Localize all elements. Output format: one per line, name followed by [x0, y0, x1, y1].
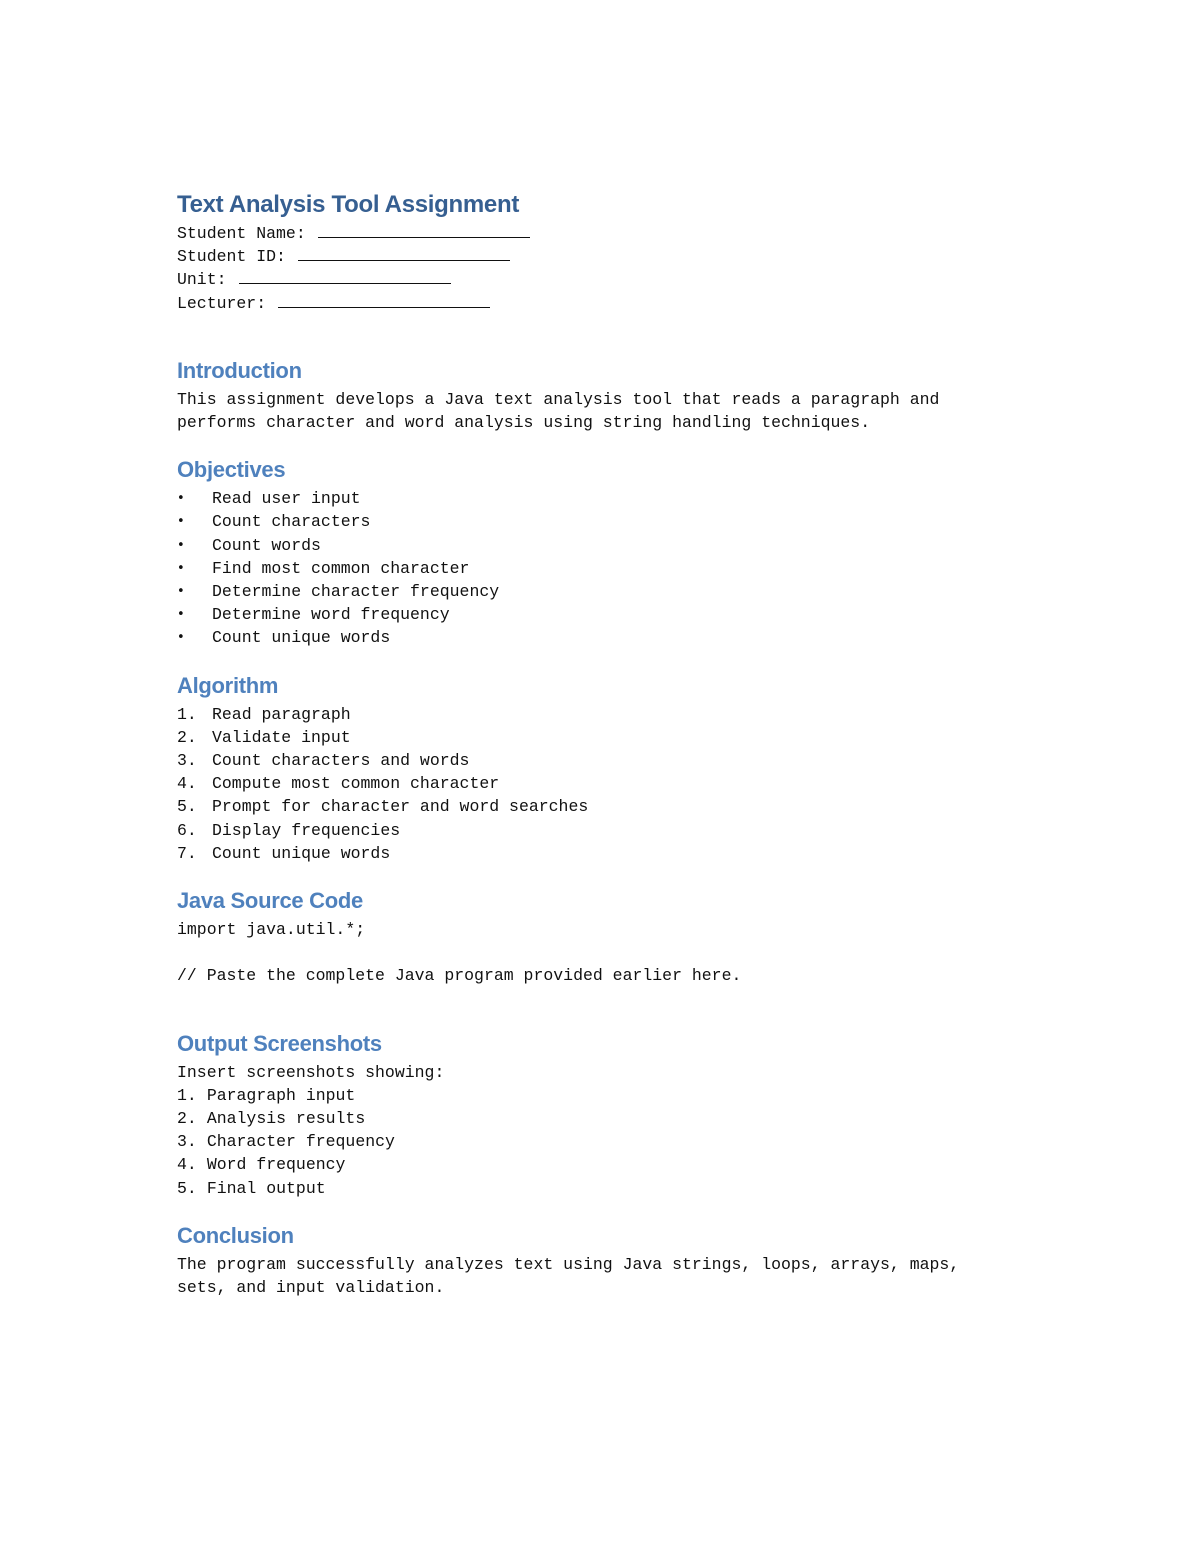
source-code-block: [177, 918, 1037, 988]
list-number: 7.: [177, 843, 197, 863]
list-item: [177, 603, 1037, 626]
list-item: [177, 510, 1037, 533]
list-item: [177, 534, 1037, 557]
student-info-fields: [177, 222, 1037, 315]
list-item-text: Analysis results: [206, 1109, 366, 1129]
blank-line: [278, 293, 490, 308]
blank-line: [239, 269, 451, 284]
list-item: [177, 1177, 1037, 1200]
code-import-line: import java.util.*;: [177, 920, 366, 940]
list-item-text: Compute most common character: [212, 774, 500, 794]
list-item-text: Read user input: [212, 489, 361, 509]
list-item: [177, 1130, 1037, 1153]
algorithm-heading: Algorithm: [177, 672, 279, 698]
list-item-text: Count characters: [212, 512, 371, 532]
list-number: 1.: [177, 1085, 197, 1105]
document-page: [177, 190, 1037, 1299]
list-item: [177, 1107, 1037, 1130]
list-item: [177, 1153, 1037, 1176]
list-number: 6.: [177, 820, 197, 840]
list-item: [177, 487, 1037, 510]
bullet-icon: •: [177, 607, 185, 623]
blank-line: [298, 246, 510, 261]
algorithm-list: [177, 703, 1037, 865]
field-label: Unit:: [177, 270, 227, 290]
list-item-text: Count words: [212, 535, 321, 555]
field-label: Student Name:: [177, 224, 306, 243]
blank-line: [318, 223, 530, 238]
introduction-heading: Introduction: [177, 357, 302, 383]
list-item: [177, 772, 1037, 795]
code-comment-line: // Paste the complete Java program provided earlier here.: [177, 966, 742, 986]
list-item-text: Count characters and words: [212, 751, 470, 771]
code-blank-line: [177, 941, 1037, 964]
list-item-text: Paragraph input: [206, 1085, 356, 1105]
list-item-text: Character frequency: [206, 1132, 395, 1152]
list-item: [177, 703, 1037, 726]
bullet-icon: •: [177, 537, 185, 553]
list-item-text: Prompt for character and word searches: [212, 797, 589, 817]
list-item: [177, 795, 1037, 818]
field-label: Student ID:: [177, 247, 286, 267]
screenshots-intro: Insert screenshots showing:: [177, 1062, 445, 1082]
screenshots-heading: Output Screenshots: [177, 1030, 382, 1056]
document-title: Text Analysis Tool Assignment: [177, 191, 520, 218]
paragraph-line: sets, and input validation.: [177, 1278, 445, 1298]
introduction-body: [177, 388, 1037, 434]
list-number: 2.: [177, 727, 197, 747]
list-item: [177, 726, 1037, 749]
paragraph-line: performs character and word analysis using string handling techniques.: [177, 413, 871, 433]
list-item: [177, 842, 1037, 865]
conclusion-body: [177, 1253, 1037, 1299]
list-item-text: Display frequencies: [212, 820, 401, 840]
list-number: 2.: [177, 1109, 197, 1129]
bullet-icon: •: [177, 560, 185, 576]
field-label: Lecturer:: [177, 293, 267, 313]
bullet-icon: •: [177, 584, 185, 600]
list-item-text: Final output: [206, 1178, 326, 1198]
list-number: 5.: [177, 797, 197, 817]
source-code-heading: Java Source Code: [177, 888, 363, 914]
conclusion-heading: Conclusion: [177, 1222, 294, 1248]
field-lecturer: [177, 292, 1037, 315]
list-item: [177, 557, 1037, 580]
list-item: [177, 626, 1037, 649]
list-number: 1.: [177, 704, 197, 724]
list-item-text: Validate input: [212, 727, 351, 747]
field-unit: [177, 268, 1037, 291]
list-number: 3.: [177, 1132, 197, 1152]
bullet-icon: •: [177, 514, 185, 530]
objectives-list: [177, 487, 1037, 649]
list-item-text: Read paragraph: [212, 704, 351, 724]
list-item-text: Word frequency: [206, 1155, 346, 1175]
list-item: [177, 580, 1037, 603]
list-item-text: Determine character frequency: [212, 582, 500, 602]
list-item-text: Find most common character: [212, 558, 470, 578]
list-item: [177, 1084, 1037, 1107]
list-number: 4.: [177, 1155, 197, 1175]
list-item: [177, 819, 1037, 842]
objectives-heading: Objectives: [177, 457, 286, 483]
field-student-name: [177, 222, 1037, 245]
screenshots-list: [177, 1084, 1037, 1200]
bullet-icon: •: [177, 630, 185, 646]
list-number: 3.: [177, 751, 197, 771]
list-item-text: Determine word frequency: [212, 605, 450, 625]
list-item-text: Count unique words: [212, 628, 391, 648]
paragraph-line: This assignment develops a Java text analysis tool that reads a paragraph and: [177, 389, 940, 409]
list-number: 5.: [177, 1178, 197, 1198]
field-student-id: [177, 245, 1037, 268]
bullet-icon: •: [177, 491, 185, 507]
list-item-text: Count unique words: [212, 843, 391, 863]
list-number: 4.: [177, 774, 197, 794]
paragraph-line: The program successfully analyzes text using Java strings, loops, arrays, maps,: [177, 1254, 960, 1274]
list-item: [177, 749, 1037, 772]
